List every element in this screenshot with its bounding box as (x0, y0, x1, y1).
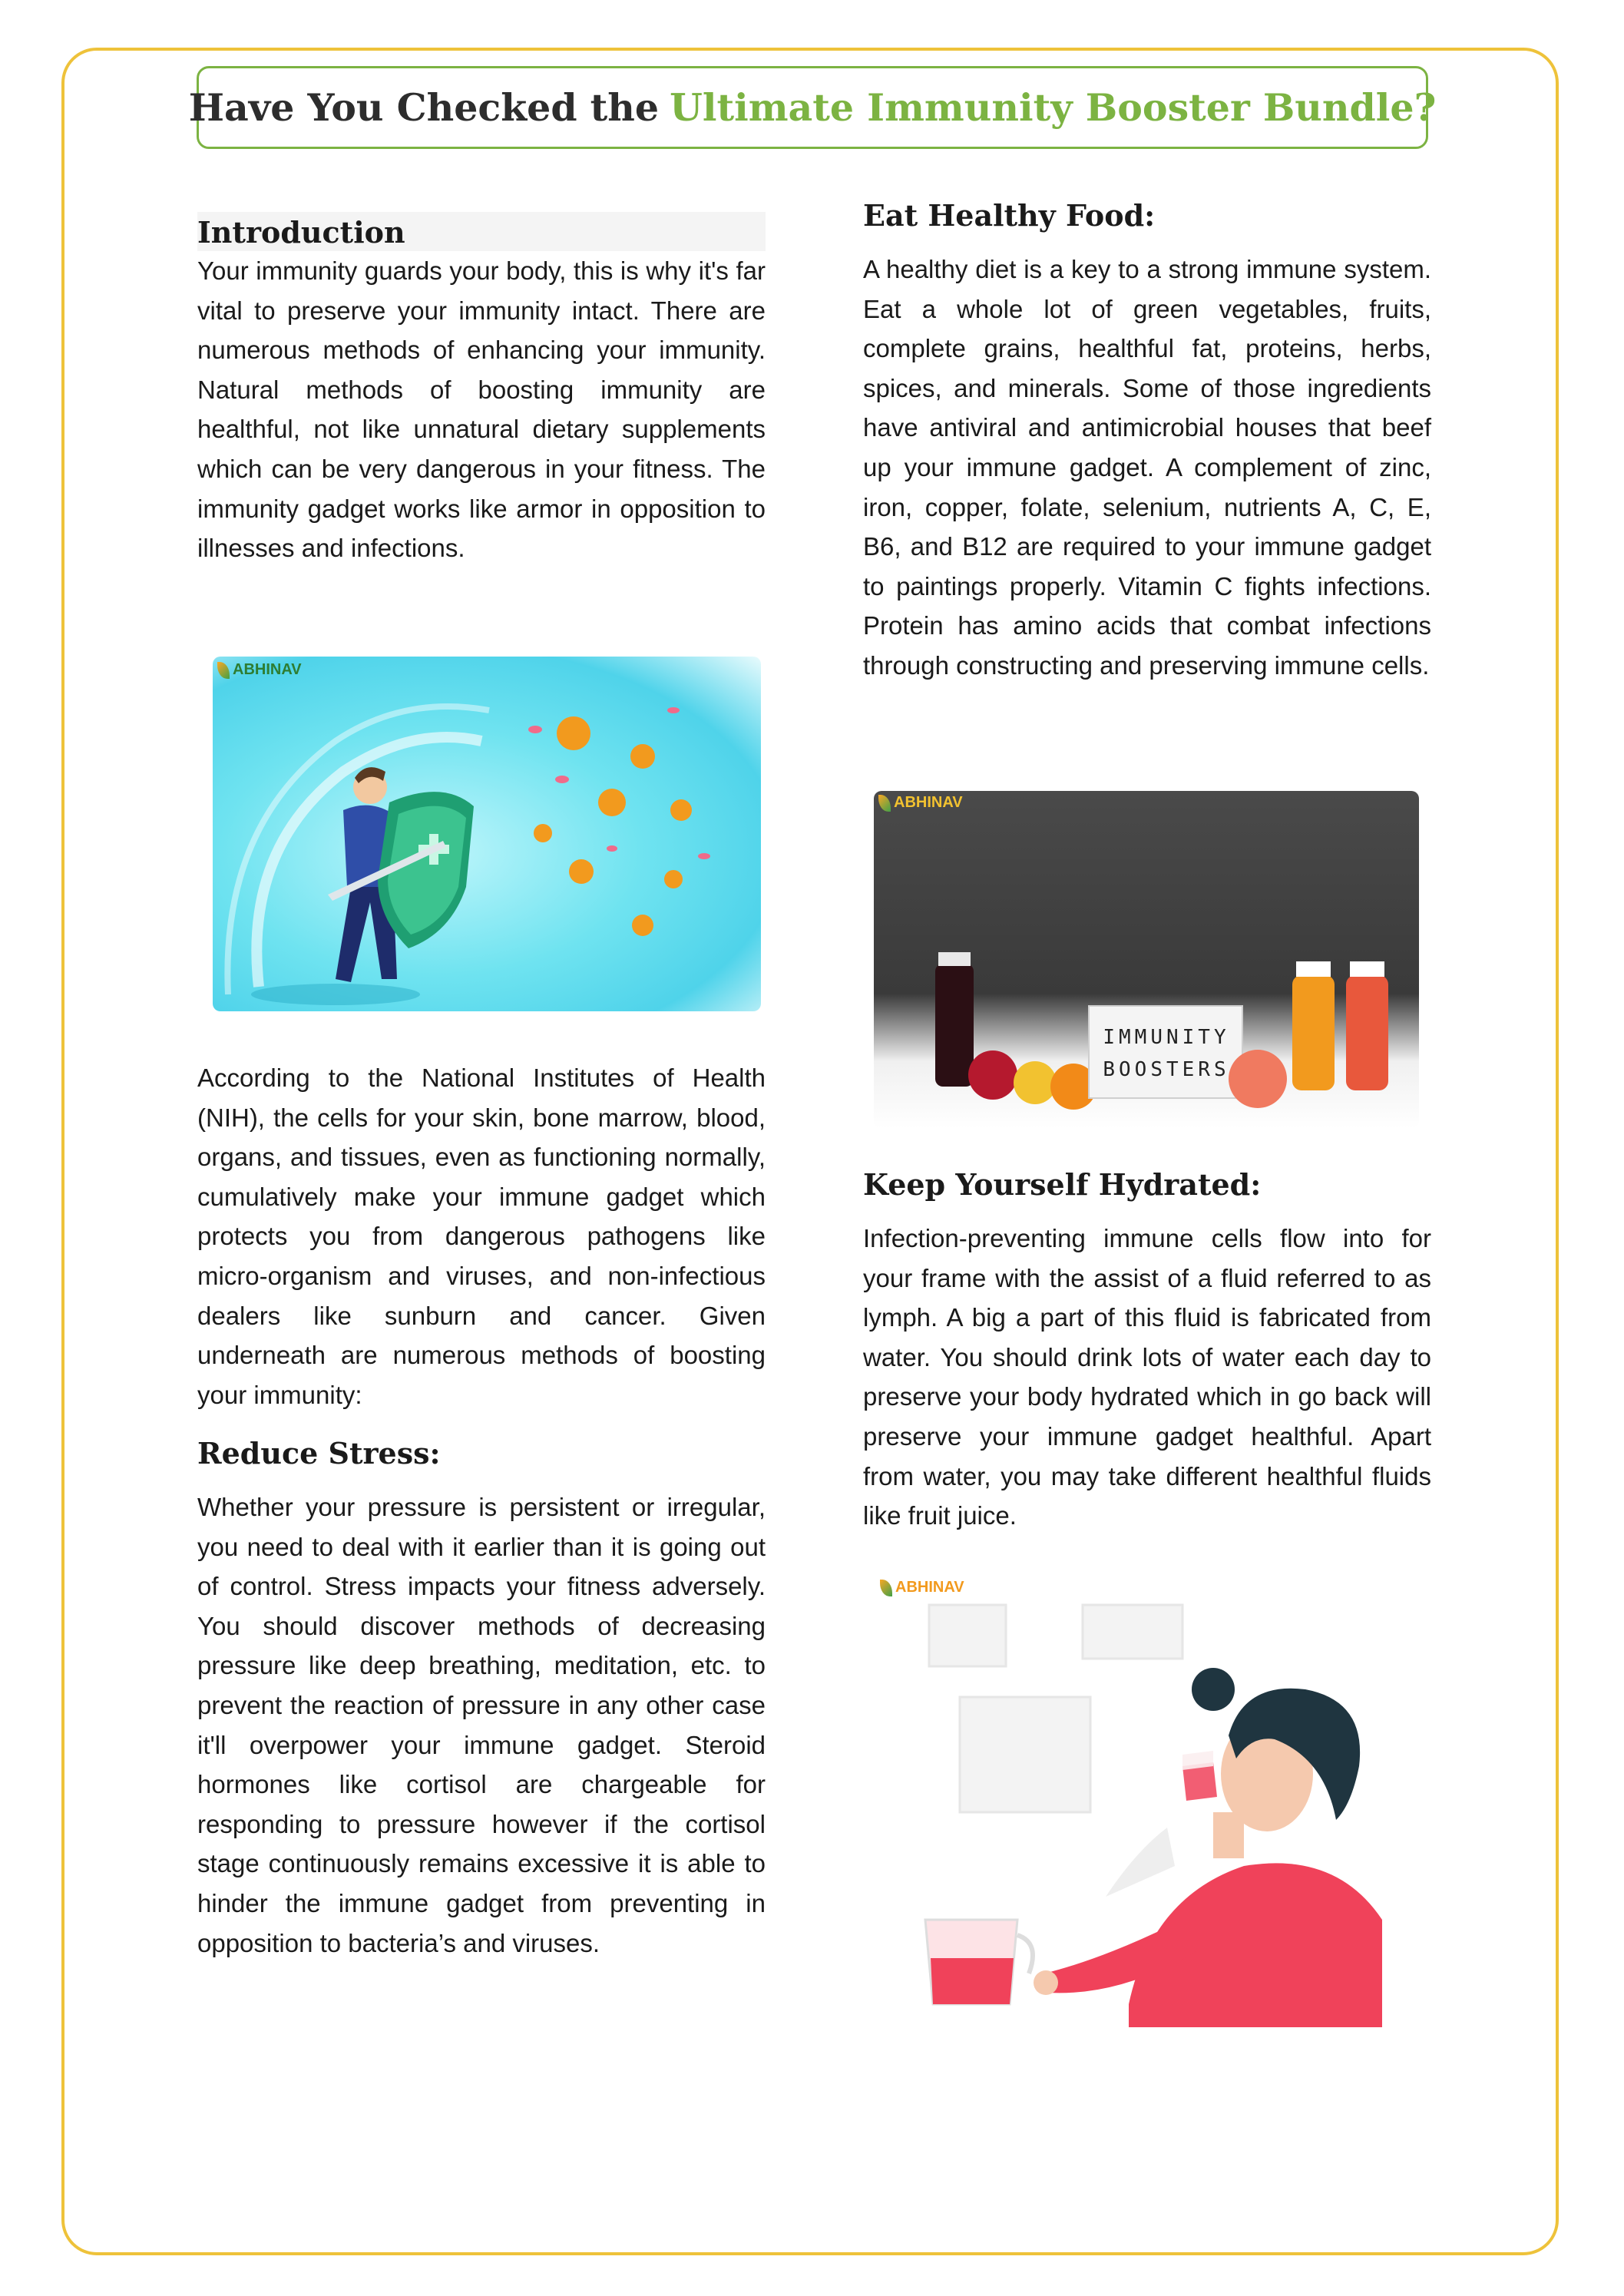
eat-healthy-section (863, 198, 1431, 686)
leaf-icon (880, 1580, 892, 1596)
shield-person-drawing (213, 657, 761, 1011)
immunity-boosters-photo (874, 791, 1419, 1129)
abhinav-logo: ABHINAV (217, 661, 302, 679)
introduction-heading: Introduction (197, 212, 766, 251)
leaf-icon (217, 662, 230, 679)
drinking-woman-illustration (875, 1574, 1413, 2027)
sign-line-2: BOOSTERS (1103, 1058, 1230, 1081)
introduction-section (197, 212, 766, 568)
title-prefix: Have You Checked the (188, 85, 660, 130)
title-highlight: Ultimate Immunity Booster Bundle? (670, 85, 1437, 130)
immunity-boosters-sign (1101, 1021, 1232, 1086)
reduce-stress-heading: Reduce Stress: (197, 1436, 441, 1471)
hydrated-body: Infection-preventing immune cells flow into for your frame with the assist of a fluid referred to as lymph. A big a part of this fluid is fabricated from water. You should drink lots of water each day to preserve your body hydrated which in go back will preserve your immune gadget healthful. Apart from water, you may take different healthful fluids like fruit juice. (863, 1224, 1431, 1530)
reduce-stress-body: Whether your pressure is persistent or irregular, you need to deal with it earlier than it is going out of control. Stress impacts your fitness adversely. You should discover methods of decreasing pressure like deep breathing, meditation, etc. to prevent the reaction of pressure in any other case it'll overpower your immune gadget. Steroid hormones like cortisol are chargeable for responding to pressure however if the cortisol stage continuously remains excessive it is able to hinder the immune gadget from preventing in opposition to bacteria’s and viruses. (197, 1493, 766, 1957)
page-title (188, 66, 1437, 149)
reduce-stress-section (197, 1436, 766, 1963)
eat-healthy-body: A healthy diet is a key to a strong immune system. Eat a whole lot of green vegetables, fruits, complete grains, healthful fat, proteins, herbs, spices, and minerals. Some of those ingredients have antiviral and antimicrobial houses that beef up your immune gadget. A complement of zinc, iron, copper, folate, selenium, nutrients A, C, E, B6, and B12 are required to your immune gadget to paintings properly. Vitamin C fights infections. Protein has amino acids that combat infections through constructing and preserving immune cells. (863, 255, 1431, 680)
nih-body: According to the National Institutes of Health (NIH), the cells for your skin, bone marrow, blood, organs, and tissues, even as functioning normally, cumulatively make your immune gadget which protects you from dangerous pathogens like micro-organism and viruses, and non-infectious dealers like sunburn and cancer. Given underneath are numerous methods of boosting your immunity: (197, 1064, 766, 1409)
nih-section (197, 1058, 766, 1414)
abhinav-logo: ABHINAV (878, 794, 963, 812)
leaf-icon (878, 795, 891, 812)
hydrated-heading: Keep Yourself Hydrated: (863, 1167, 1262, 1202)
hydrated-section (863, 1167, 1431, 1536)
eat-healthy-heading: Eat Healthy Food: (863, 198, 1156, 233)
shield-illustration (213, 657, 761, 1011)
woman-drinking-drawing (875, 1574, 1413, 2027)
introduction-body: Your immunity guards your body, this is why it's far vital to preserve your immunity intact. There are numerous methods of enhancing your immunity. Natural methods of boosting immunity are healthful, not like unnatural dietary supplements which can be very dangerous in your fitness. The immunity gadget works like armor in opposition to illnesses and infections. (197, 256, 766, 563)
sign-line-1: IMMUNITY (1103, 1026, 1230, 1049)
abhinav-logo: ABHINAV (880, 1579, 964, 1596)
